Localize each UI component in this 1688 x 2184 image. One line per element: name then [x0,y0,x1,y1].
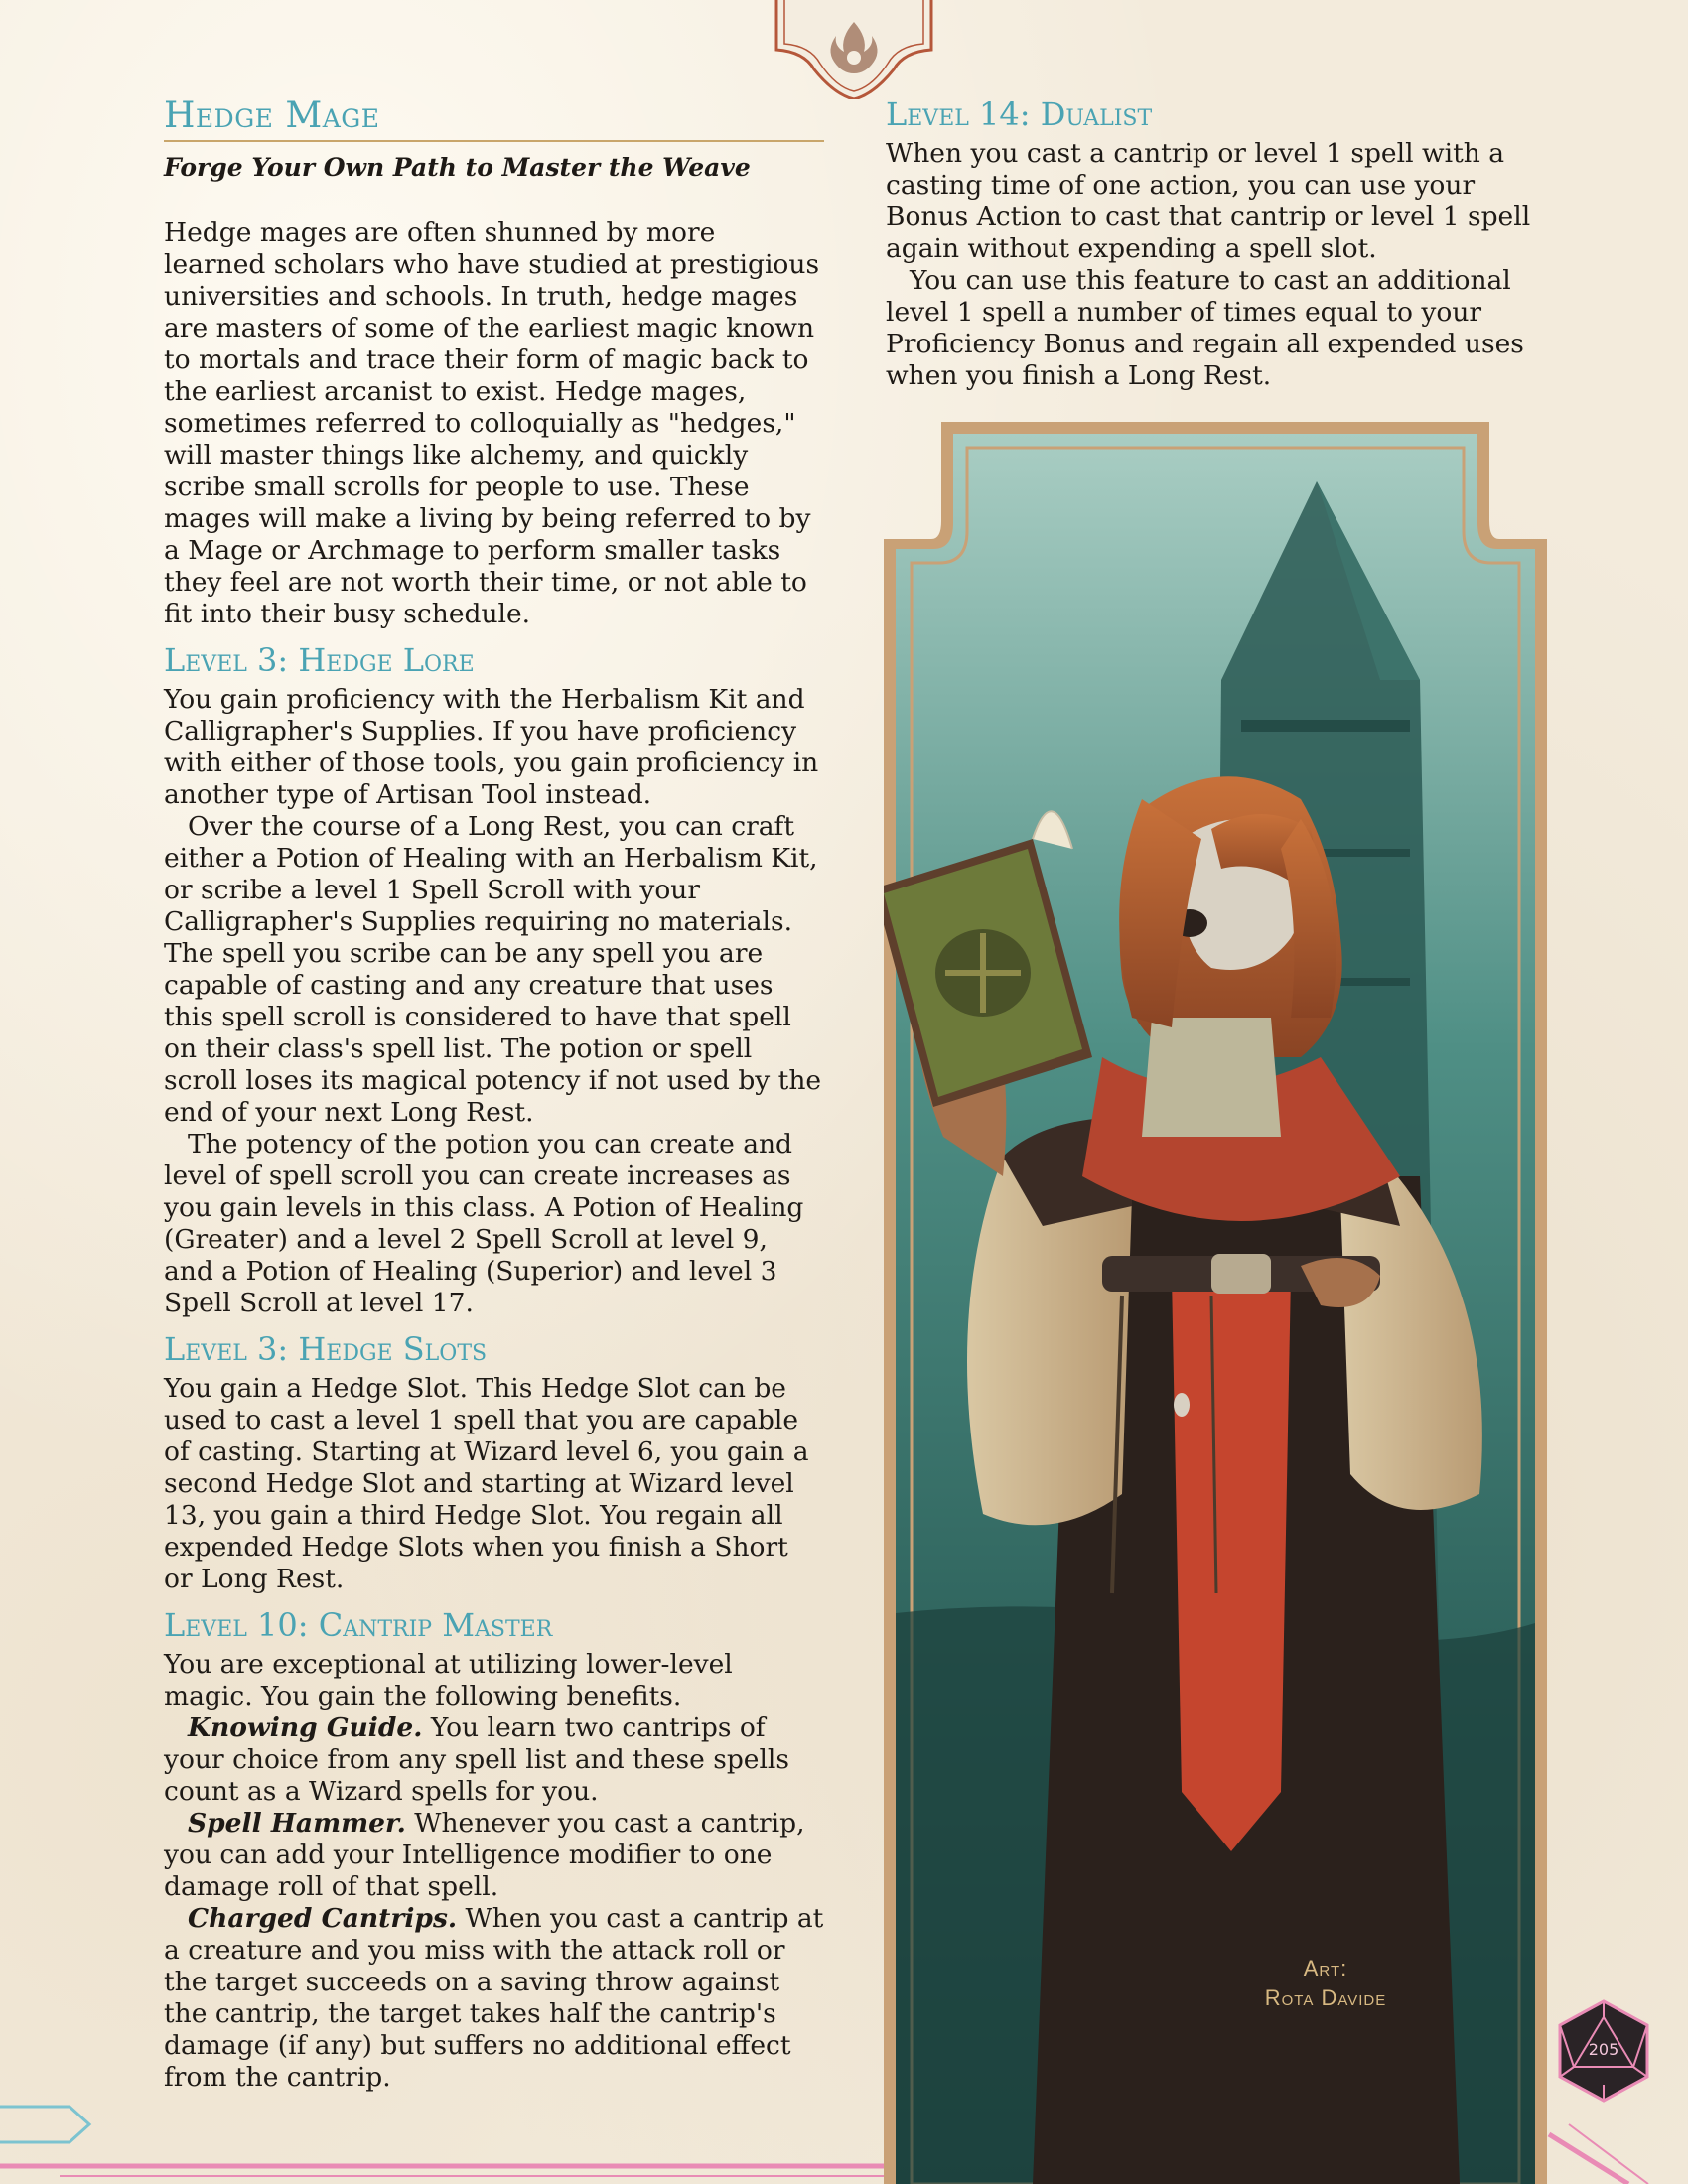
hedge-lore-p2 [164,811,824,1129]
hedge-lore-p3: The potency of the potion you can create and level of spell scroll you can create increases as you gain levels in this class. A Potion of Healing (Greater) and a level 2 Spell Scroll at level 9, and a Potion of Healing (Superior) and level 3 Spell Scroll at level 17. [164,1129,804,1318]
page-title: Hedge Mage [164,94,824,142]
benefit-text: You learn two cantrips of your choice from any spell list and these spells count as a Wizard spells for you. [164,1712,790,1807]
right-column [886,94,1546,392]
art-credit-name: Rota Davide [1264,1985,1387,2010]
illustration-hedge-mage [884,422,1547,2184]
page-number-d20-icon [1554,1997,1653,2105]
intro-paragraph: Hedge mages are often shunned by more learned scholars who have studied at prestigious universities and schools. In truth, hedge mages are masters of some of the earliest magic known to mortals and trace their form of magic back to the earliest arcanist to exist. Hedge mages, sometimes referred to colloquially as "hedges," will master things like alchemy, and quickly scribe small scrolls for people to use. These mages will make a living by being referred to by a Mage or Archmage to perform smaller tasks they feel are not worth their time, or not able to fit into their busy schedule. [164,217,820,629]
top-flame-ornament [774,0,933,99]
dualist-p1: When you cast a cantrip or level 1 spell with a casting time of one action, you can use your Bonus Action to cast that cantrip or level 1 spell again without expending a spell slot. [886,138,1531,264]
art-credit [1246,1954,1405,2013]
left-column [164,94,824,2094]
benefit-label: Spell Hammer. [188,1808,406,1839]
benefit-text: When you cast a cantrip at a creature and you miss with the attack roll or the target succeeds on a saving throw against the cantrip, the target takes half the cantrip's damage (if any) but suffers no additional effect from the cantrip. [164,1903,824,2093]
benefit-charged-cantrips [164,1903,824,2094]
heading-hedge-lore: Level 3: Hedge Lore [164,641,475,679]
dualist-p2: You can use this feature to cast an additional level 1 spell a number of times equal to your Proficiency Bonus and regain all expended uses when you finish a Long Rest. [886,265,1524,391]
bottom-decorative-lines [0,2085,1688,2184]
page-subtitle: Forge Your Own Path to Master the Weave [164,153,751,182]
hedge-slots-p1: You gain a Hedge Slot. This Hedge Slot can be used to cast a level 1 spell that you are capable of casting. Starting at Wizard level 6, you gain a second Hedge Slot and starting at Wizard level 13, you gain a third Hedge Slot. You regain all expended Hedge Slots when you finish a Short or Long Rest. [164,1373,809,1594]
hedge-lore-p1: You gain proficiency with the Herbalism Kit and Calligrapher's Supplies. If you have proficiency with either of those tools, you gain proficiency in another type of Artisan Tool instead. [164,684,819,810]
heading-dualist: Level 14: Dualist [886,95,1153,133]
benefit-label: Knowing Guide. [188,1712,423,1743]
art-credit-label: Art: [1303,1956,1348,1980]
page-number: 205 [1588,2040,1619,2059]
hedge-lore-p2-text: Over the course of a Long Rest, you can craft either a Potion of Healing with an Herbalism Kit, or scribe a level 1 Spell Scroll with your Calligrapher's Supplies requiring no materials. The spell you scribe can be any spell you are capable of casting and any creature that uses this spell scroll is considered to have that spell on their class's spell list. The potion or spell scroll loses its magical potency if not used by the end of your next Long Rest. [164,811,822,1128]
cantrip-master-p1: You are exceptional at utilizing lower-level magic. You gain the following benefits. [164,1649,733,1711]
benefit-label: Charged Cantrips. [188,1903,458,1934]
heading-hedge-slots: Level 3: Hedge Slots [164,1330,488,1368]
benefit-knowing-guide [164,1712,824,1808]
benefit-spell-hammer [164,1808,824,1903]
heading-cantrip-master: Level 10: Cantrip Master [164,1606,553,1644]
benefit-text: Whenever you cast a cantrip, you can add your Intelligence modifier to one damage roll of that spell. [164,1808,805,1902]
